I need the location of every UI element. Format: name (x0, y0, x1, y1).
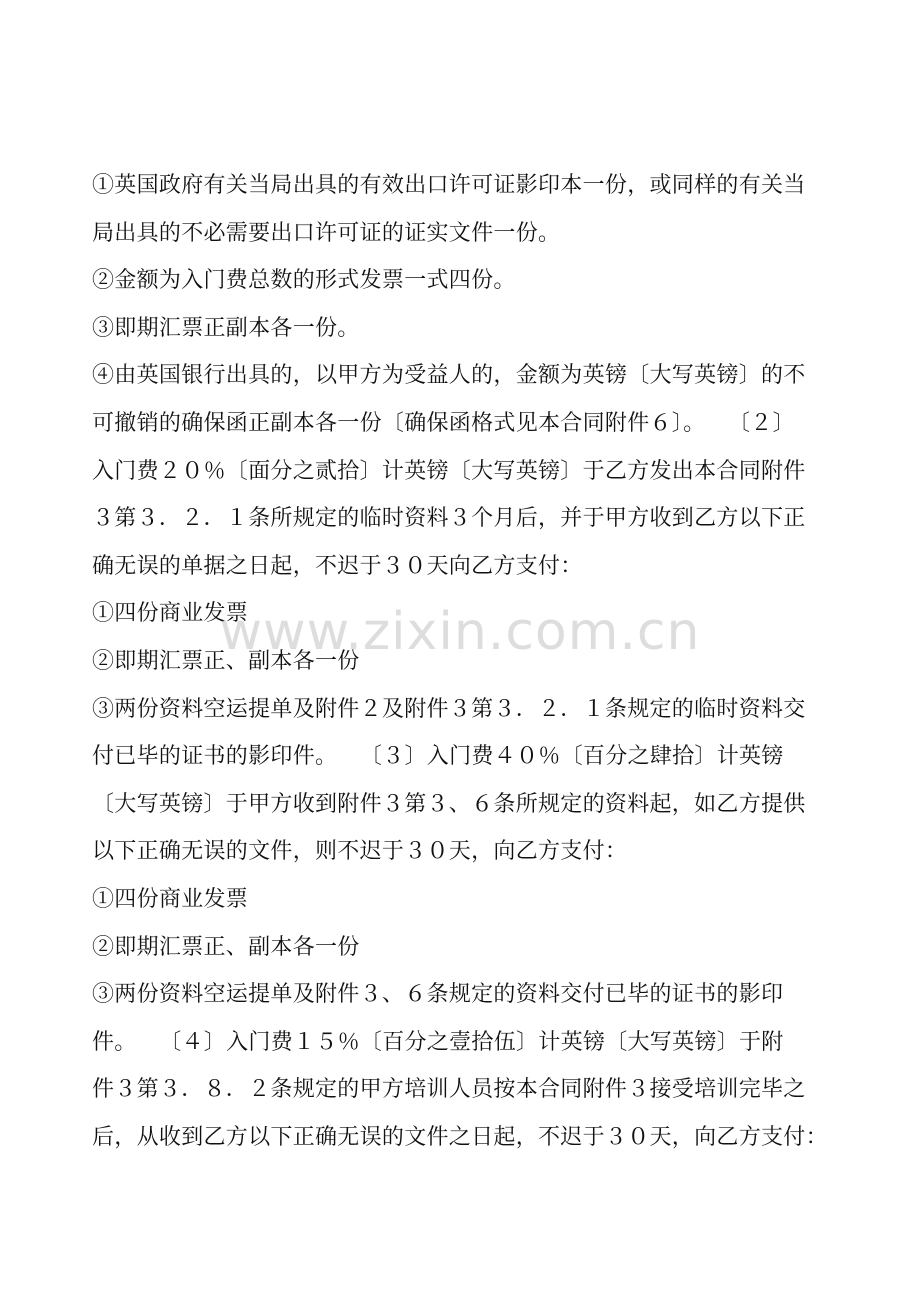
text-line: 入门费２０％〔面分之贰拾〕计英镑〔大写英镑〕于乙方发出本合同附件 (92, 458, 806, 484)
text-line: ①四份商业发票 (92, 601, 249, 627)
text-line: 可撤销的确保函正副本各一份〔确保函格式见本合同附件６〕。 〔２〕 (92, 410, 795, 436)
text-line: 以下正确无误的文件，则不迟于３０天，向乙方支付： (92, 839, 628, 865)
text-line: ③即期汇票正副本各一份。 (92, 315, 360, 341)
text-line: ④由英国银行出具的，以甲方为受益人的，金额为英镑〔大写英镑〕的不 (92, 363, 806, 389)
text-line: 付已毕的证书的影印件。 〔３〕入门费４０％〔百分之肆拾〕计英镑 (92, 744, 784, 770)
text-line: ②即期汇票正、副本各一份 (92, 934, 360, 960)
text-line: ３第３．２．１条所规定的临时资料３个月后，并于甲方收到乙方以下正 (92, 506, 806, 532)
contract-text-body (92, 162, 828, 1161)
text-line: ②即期汇票正、副本各一份 (92, 648, 360, 674)
text-line: 件３第３．８．２条规定的甲方培训人员按本合同附件３接受培训完毕之 (92, 1077, 806, 1103)
text-line: 确无误的单据之日起，不迟于３０天向乙方支付： (92, 553, 583, 579)
text-line: 后，从收到乙方以下正确无误的文件之日起，不迟于３０天，向乙方支付： (92, 1124, 828, 1150)
text-line: ③两份资料空运提单及附件２及附件３第３．２．１条规定的临时资料交 (92, 696, 806, 722)
watermark: www.zixin.com.cn (219, 602, 701, 662)
text-line: ①四份商业发票 (92, 886, 249, 912)
text-line: ③两份资料空运提单及附件３、６条规定的资料交付已毕的证书的影印 (92, 982, 784, 1008)
text-line: 〔大写英镑〕于甲方收到附件３第３、６条所规定的资料起，如乙方提供 (92, 791, 806, 817)
text-line: 局出具的不必需要出口许可证的证实文件一份。 (92, 220, 561, 246)
text-line: ①英国政府有关当局出具的有效出口许可证影印本一份，或同样的有关当 (92, 173, 806, 198)
text-line: 件。 〔４〕入门费１５％〔百分之壹拾伍〕计英镑〔大写英镑〕于附 (92, 1029, 784, 1055)
text-line: ②金额为入门费总数的形式发票一式四份。 (92, 268, 516, 294)
